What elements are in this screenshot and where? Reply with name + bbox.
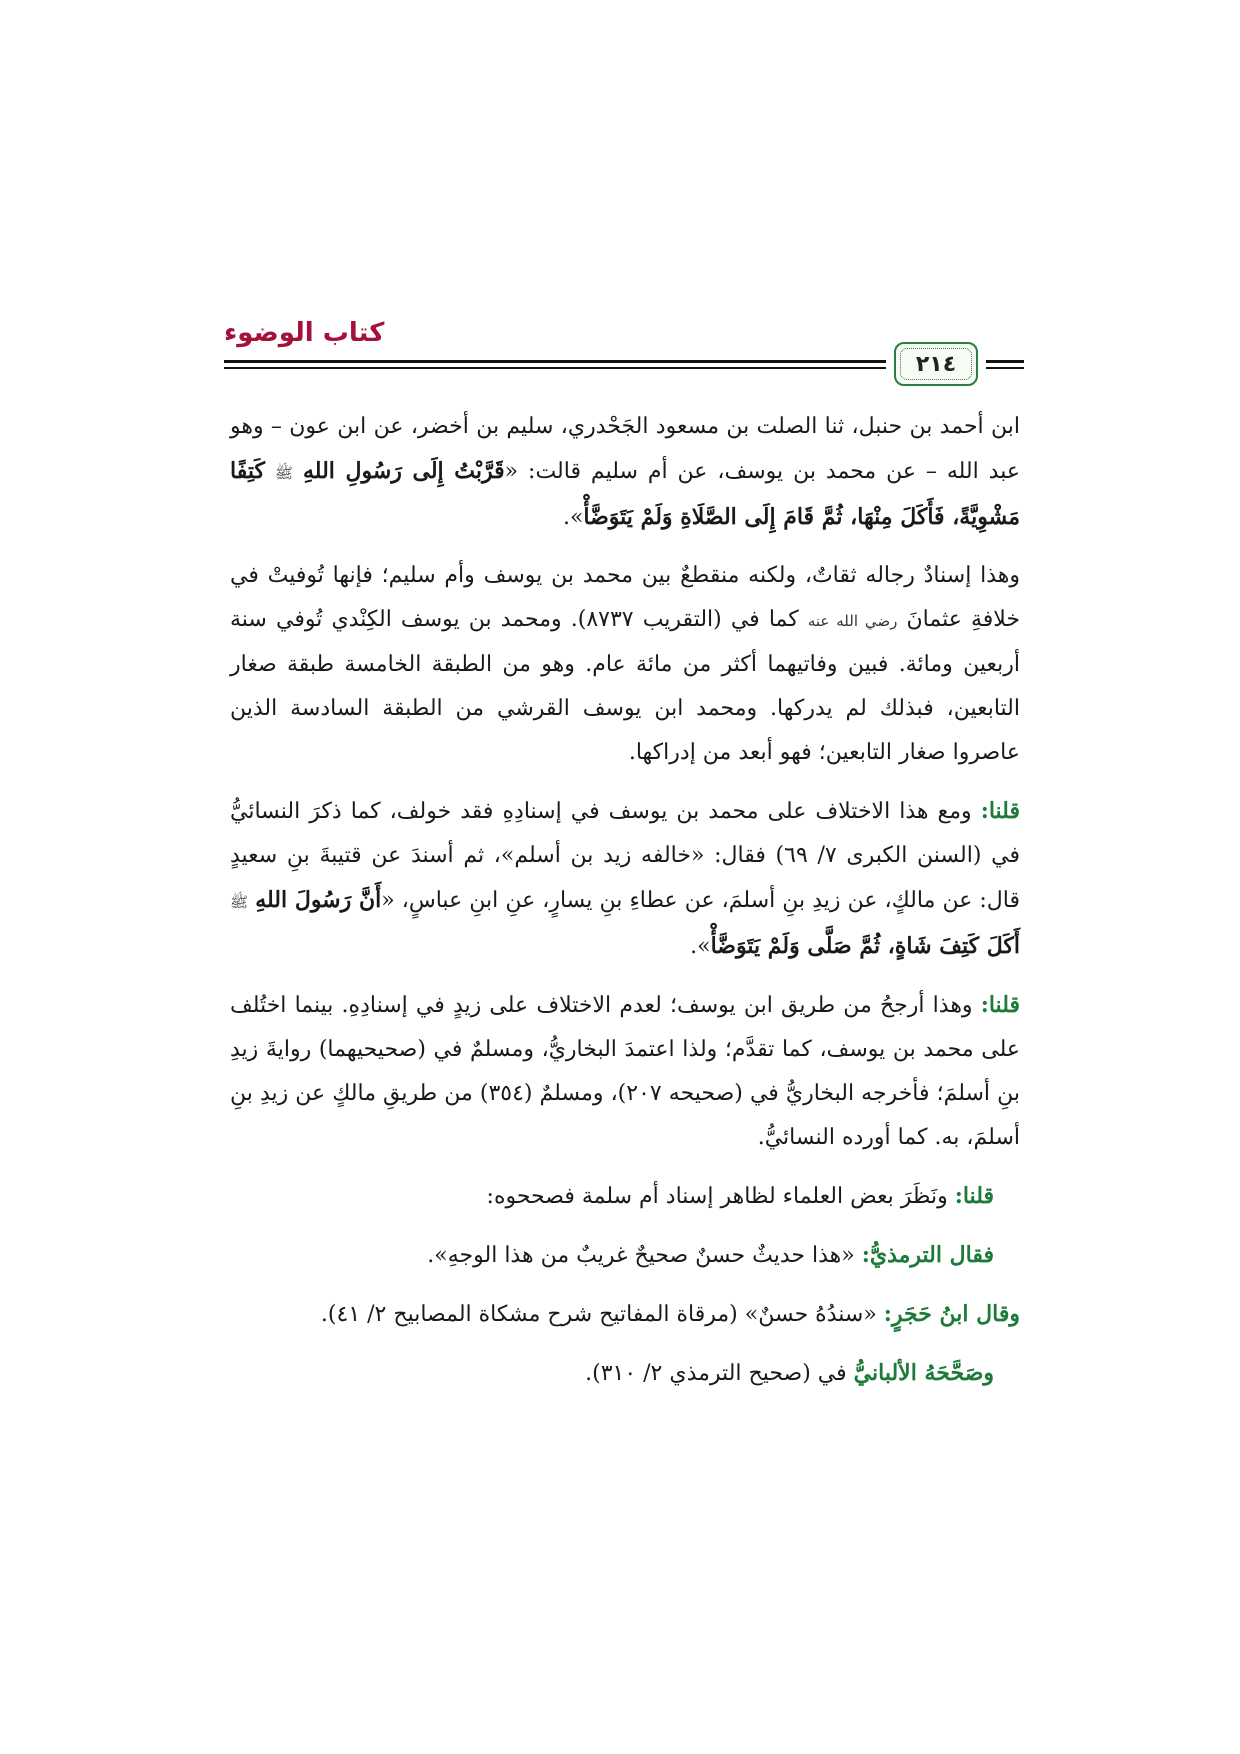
radiya-glyph: رضي الله عنه: [807, 612, 898, 630]
header-rule-thick-right: [986, 360, 1024, 363]
page-body: [230, 405, 1020, 1410]
paragraph-albani: [230, 1351, 1020, 1396]
salawat-glyph: ﷺ: [230, 893, 249, 911]
tirmidhi-text: «هذا حديثٌ حسنٌ صحيحٌ غريبٌ من هذا الوجهِ».: [427, 1243, 855, 1268]
page-header: [224, 318, 1024, 388]
qulna-text: وهذا أرجحُ من طريق ابن يوسف؛ لعدم الاختلاف على زيدٍ في إسنادِهِ. بينما اختُلف على محمد بن يوسف، كما تقدَّم؛ ولذا اعتمدَ البخاريُّ، ومسلمٌ في (صحيحيهما) روايةَ زيدِ بنِ أسلمَ؛ فأخرجه البخاريُّ في (صحيحه ٢٠٧)، ومسلمٌ (٣٥٤) من طريقِ مالكٍ عن زيدِ بنِ أسلمَ، به. كما أورده النسائيُّ.: [230, 993, 1020, 1150]
ibn-hajar-label: وقال ابنُ حَجَرٍ:: [883, 1301, 1020, 1327]
paragraph-analysis: [230, 554, 1020, 775]
header-rule-thick: [224, 360, 886, 363]
analysis-text: وهذا إسنادٌ رجاله ثقاتٌ، ولكنه منقطعٌ بين محمد بن يوسف وأم سليم؛ فإنها تُوفيتْ في خلافةِ عثمانَ: [230, 563, 1020, 632]
page-number: ٢١٤: [915, 351, 957, 377]
book-title: كتاب الوضوء: [224, 318, 385, 348]
qulna-text: ومع هذا الاختلاف على محمد بن يوسف في إسنادِهِ فقد خولف، كما ذكرَ النسائيُّ في (السنن الكبرى ٧/ ٦٩) فقال: «خالفه زيد بن أسلم»، ثم أسندَ عن قتيبةَ بنِ سعيدٍ قال: عن مالكٍ، عن زيدِ بنِ أسلمَ، عن عطاءِ بنِ يسارٍ، عنِ ابنِ عباسٍ، «: [230, 799, 1020, 913]
isnad-text: ابن أحمد بن حنبل، ثنا الصلت بن مسعود الجَحْدري، سليم بن أخضر، عن ابن عون – وهو عبد الله – عن محمد بن يوسف، عن أم سليم قالت: «: [230, 414, 1020, 484]
closing-quote: ».: [562, 505, 584, 530]
albani-label: وصَحَّحَهُ الألبانيُّ: [853, 1360, 994, 1386]
paragraph-qulna-2: [230, 983, 1020, 1160]
albani-text: في (صحيح الترمذي ٢/ ٣١٠).: [585, 1361, 847, 1386]
closing-quote: ».: [690, 934, 711, 959]
paragraph-isnad: [230, 405, 1020, 540]
qulna-label: قلنا:: [980, 798, 1020, 824]
paragraph-tirmidhi: [230, 1233, 1020, 1278]
qulna-label: قلنا:: [980, 992, 1020, 1018]
header-rule-thin-right: [986, 367, 1024, 369]
qulna-text: ونَظَرَ بعض العلماء لظاهر إسناد أم سلمة فصححوه:: [486, 1184, 948, 1209]
page-number-badge: [894, 342, 978, 386]
paragraph-ibn-hajar: [230, 1292, 1020, 1337]
hadith-text: أَنَّ رَسُولَ اللهِ: [255, 887, 382, 913]
hadith-text: كَتِفًا مَشْوِيَّةً، فَأَكَلَ مِنْهَا، ثُمَّ قَامَ إِلَى الصَّلَاةِ وَلَمْ يَتَوَضَّأْ: [230, 458, 1020, 530]
analysis-text: كما في (التقريب ٨٧٣٧). ومحمد بن يوسف الكِنْدي تُوفي سنة أربعين ومائة. فبين وفاتيهما أكثر من مائة عام. وهو من الطبقة الخامسة طبقة صغار التابعين، فبذلك لم يدركها. ومحمد ابن يوسف القرشي من الطبقة السادسة الذين عاصروا صغار التابعين؛ فهو أبعد من إدراكها.: [230, 607, 1020, 765]
header-rule-thin: [224, 367, 886, 369]
tirmidhi-label: فقال الترمذيُّ:: [861, 1242, 994, 1268]
qulna-label: قلنا:: [954, 1183, 994, 1209]
ibn-hajar-text: «سندُهُ حسنٌ» (مرقاة المفاتيح شرح مشكاة المصابيح ٢/ ٤١).: [320, 1302, 877, 1327]
paragraph-qulna-1: [230, 789, 1020, 969]
paragraph-qulna-3: [230, 1174, 1020, 1219]
salawat-glyph: ﷺ: [274, 464, 294, 482]
hadith-text: قَرَّبْتُ إِلَى رَسُولِ اللهِ: [302, 458, 505, 484]
hadith-text: أَكَلَ كَتِفَ شَاةٍ، ثُمَّ صَلَّى وَلَمْ يَتَوَضَّأْ: [710, 933, 1020, 959]
